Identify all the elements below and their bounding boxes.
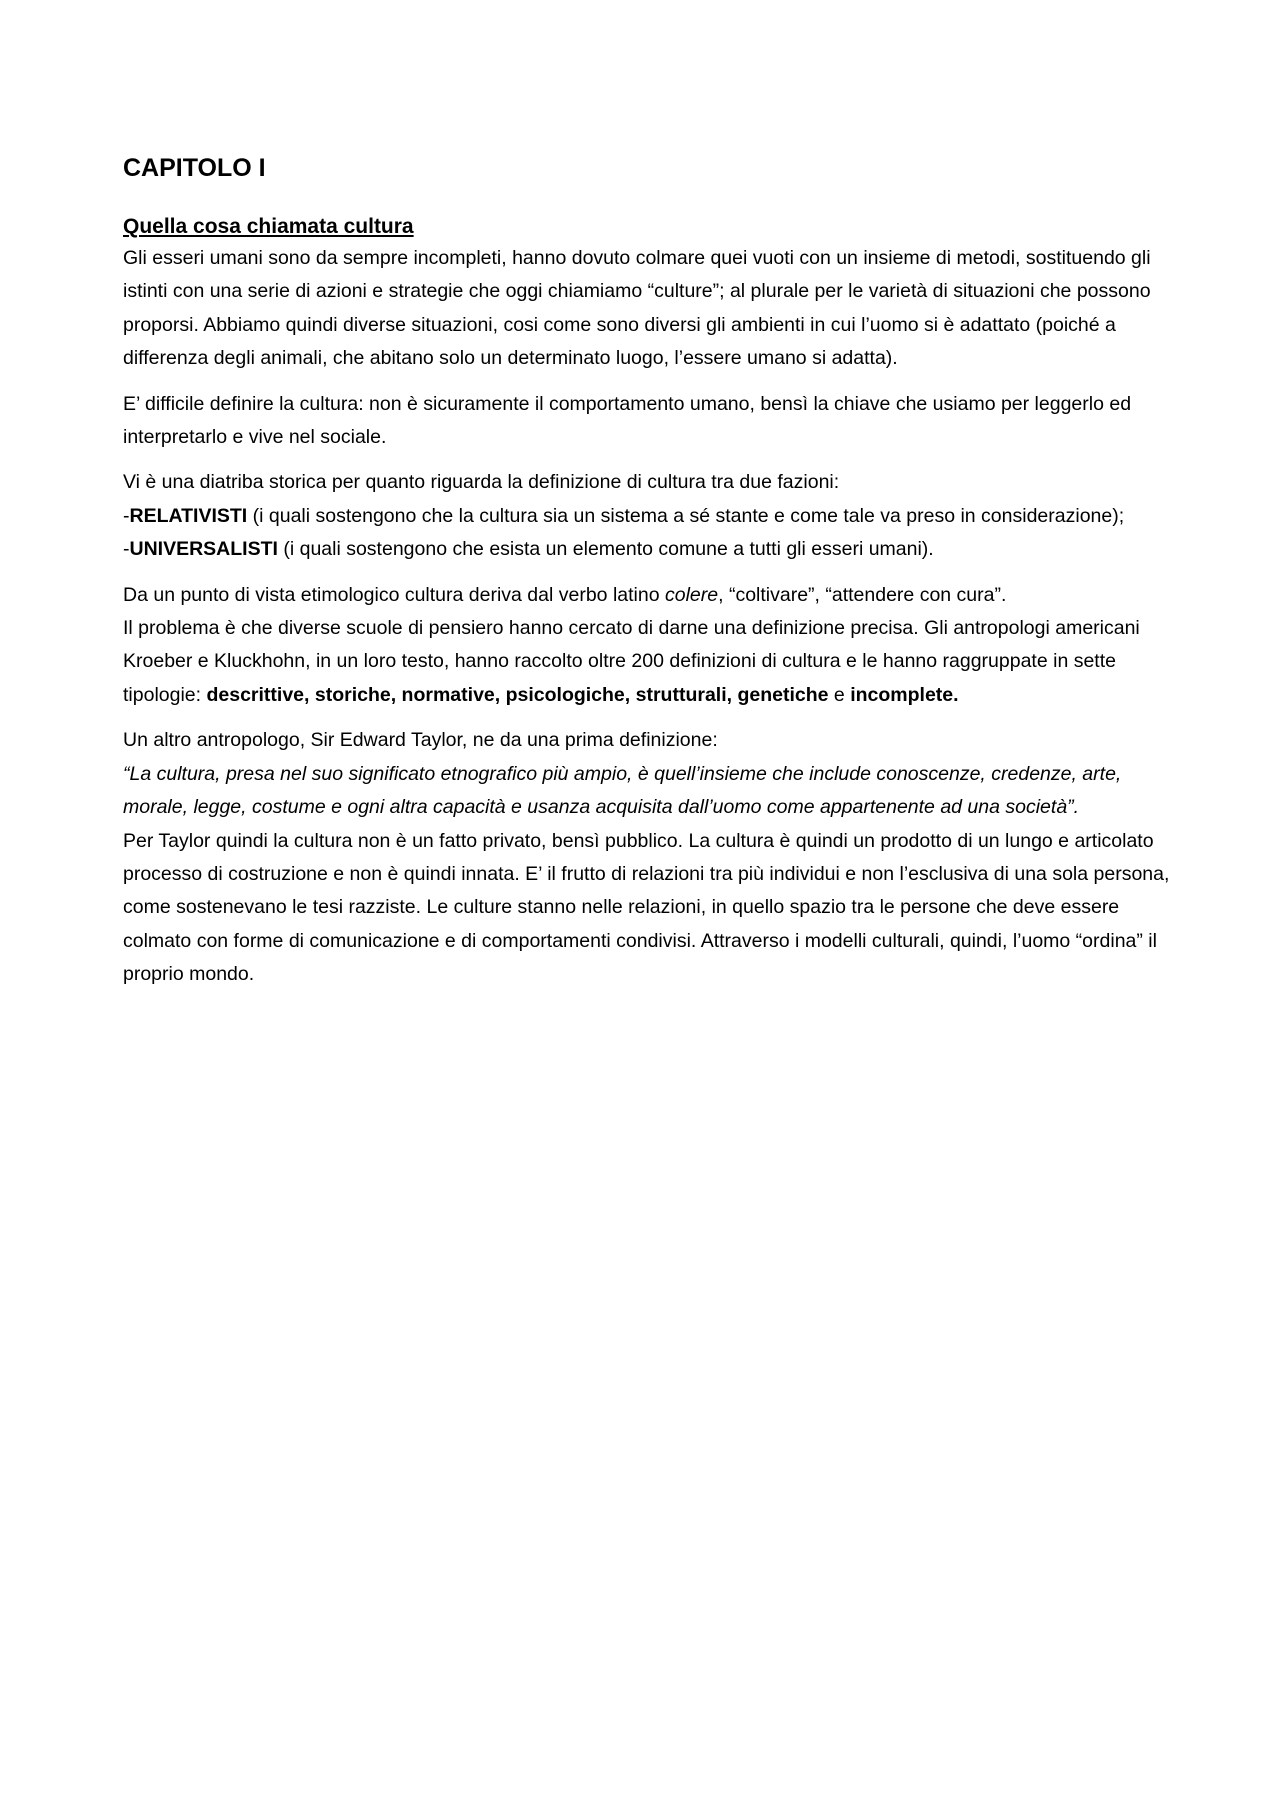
definition-types: descrittive, storiche, normative, psicologiche, strutturali, genetiche (206, 683, 829, 706)
definition-last-type: incomplete. (850, 683, 959, 706)
relativisti-text: (i quali sostengono che la cultura sia un sistema a sé stante e come tale va preso in considerazione); (247, 504, 1125, 527)
paragraph-definition: E’ difficile definire la cultura: non è sicuramente il comportamento umano, bensì la chiave che usiamo per leggerlo ed interpretarlo e vive nel sociale. (123, 392, 1132, 449)
etymology-text-a: Da un punto di vista etimologico cultura deriva dal verbo latino (123, 583, 665, 606)
document-page (123, 150, 1183, 992)
paragraph-intro: Gli esseri umani sono da sempre incompleti, hanno dovuto colmare quei vuoti con un insieme di metodi, sostituendo gli istinti con una serie di azioni e strategie che oggi chiamiamo “culture”; al plurale per le varietà di situazioni che possono proporsi. Abbiamo quindi diverse situazioni, cosi come sono diversi gli ambienti in cui l’uomo si è adattato (poiché a differenza degli animali, che abitano solo un determinato luogo, l’essere umano si adatta). (123, 247, 1151, 370)
taylor-conclusion: Per Taylor quindi la cultura non è un fatto privato, bensì pubblico. La cultura è quindi un prodotto di un lungo e articolato processo di costruzione e non è quindi innata. E’ il frutto di relazioni tra più individui e non l’esclusiva di una sola persona, come sostenevano le tesi razziste. Le culture stanno nelle relazioni, in quello spazio tra le persone che deve essere colmato con forme di comunicazione e di comportamenti condivisi. Attraverso i modelli culturali, quindi, l’uomo “ordina” il proprio mondo. (123, 829, 1170, 986)
etymology-text-c: Il problema è che diverse scuole di pensiero hanno cercato di darne una definizione precisa. Gli antropologi americani Kroeber e Kluckhohn, in un loro testo, hanno raccolto oltre 200 definizioni di cultura e le hanno raggruppate in sette tipologie: (123, 617, 1140, 706)
etymology-colere: colere (664, 583, 719, 606)
universalisti-term: UNIVERSALISTI (129, 538, 278, 561)
factions-intro: Vi è una diatriba storica per quanto riguarda la definizione di cultura tra due fazioni: (123, 471, 840, 494)
paragraph-etymology (123, 579, 1183, 713)
paragraph-taylor (123, 724, 1183, 991)
section-title: Quella cosa chiamata cultura (123, 215, 414, 238)
chapter-title: CAPITOLO I (123, 154, 266, 182)
etymology-text-b: , “coltivare”, “attendere con cura”. (718, 583, 1007, 606)
paragraph-factions (123, 466, 1183, 566)
universalisti-text: (i quali sostengono che esista un elemento comune a tutti gli esseri umani). (277, 538, 934, 561)
universalisti-prefix: - (123, 538, 130, 561)
relativisti-term: RELATIVISTI (129, 504, 248, 527)
taylor-intro: Un altro antropologo, Sir Edward Taylor, ne da una prima definizione: (123, 729, 718, 752)
definition-and: e (828, 683, 851, 706)
taylor-quote: “La cultura, presa nel suo significato etnografico più ampio, è quell’insieme che include conoscenze, credenze, arte, morale, legge, costume e ogni altra capacità e usanza acquisita dall’uomo come appartenente ad una società”. (123, 762, 1122, 819)
relativisti-prefix: - (123, 504, 130, 527)
